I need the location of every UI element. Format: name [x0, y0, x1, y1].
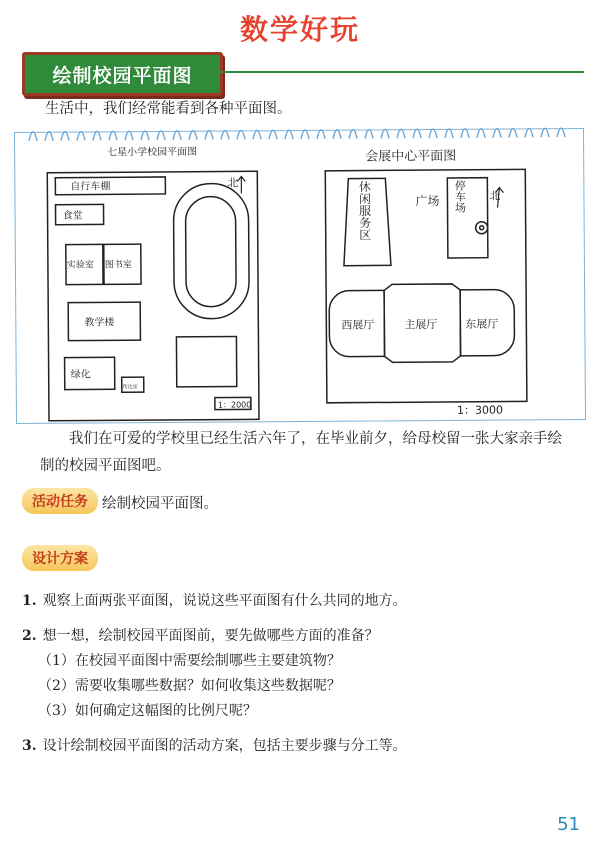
school-north-label: 北 [227, 176, 239, 190]
question-3: 3. 设计绘制校园平面图的活动方案，包括主要步骤与分工等。 [22, 738, 407, 754]
section-banner: 绘制校园平面图 [22, 52, 223, 96]
school-north-arrow [237, 176, 245, 193]
question-1: 1. 观察上面两张平面图，说说这些平面图有什么共同的地方。 [22, 593, 407, 609]
label-east-hall: 东展厅 [465, 317, 499, 331]
expo-scale: 1：3000 [456, 403, 503, 417]
plan-tag: 设计方案 [22, 545, 98, 571]
task-tag: 活动任务 [22, 488, 98, 514]
label-library: 图书室 [104, 260, 132, 271]
playground-outer [173, 183, 249, 319]
subquestion-3: （3）如何确定这幅图的比例尺呢？ [38, 703, 257, 719]
page-title: 数学好玩 [239, 13, 360, 46]
playground-inner [185, 196, 236, 306]
label-rest-area: 休闲服务区 [357, 180, 372, 241]
body-paragraph: 我们在可爱的学校里已经生活六年了，在毕业前夕，给母校留一张大家亲手绘制的校园平面图吧。 [40, 431, 562, 474]
page-number: 51 [557, 814, 580, 835]
subquestion-2: （2）需要收集哪些数据？如何收集这些数据呢？ [38, 678, 341, 694]
label-gate: 传达室 [122, 384, 138, 391]
label-parking: 停车场 [453, 179, 467, 213]
notebook-paper [14, 128, 586, 424]
label-lab: 实验室 [66, 260, 94, 271]
school-map-title: 七星小学校园平面图 [107, 146, 198, 159]
label-bike-shed: 自行车棚 [70, 181, 111, 193]
label-main-hall: 主展厅 [404, 318, 438, 332]
small-building [176, 336, 236, 386]
subquestion-1: （1）在校园平面图中需要绘制哪些主要建筑物？ [38, 653, 341, 669]
label-canteen: 食堂 [62, 210, 83, 222]
school-map-border [47, 171, 259, 420]
task-text: 绘制校园平面图。 [102, 496, 218, 512]
intro-text: 生活中，我们经常能看到各种平面图。 [45, 101, 292, 117]
label-green: 绿化 [70, 369, 91, 381]
section-rule [212, 71, 584, 73]
maps-drawing [15, 129, 585, 423]
school-scale: 1：2000 [217, 400, 252, 410]
expo-north-label: 北 [489, 189, 501, 203]
label-square: 广场 [415, 194, 440, 209]
label-west-hall: 西展厅 [341, 318, 375, 332]
label-teaching-building: 教学楼 [84, 317, 115, 329]
question-2: 2. 想一想，绘制校园平面图前，要先做哪些方面的准备？ [22, 628, 379, 644]
expo-map-title: 会展中心平面图 [365, 148, 457, 165]
